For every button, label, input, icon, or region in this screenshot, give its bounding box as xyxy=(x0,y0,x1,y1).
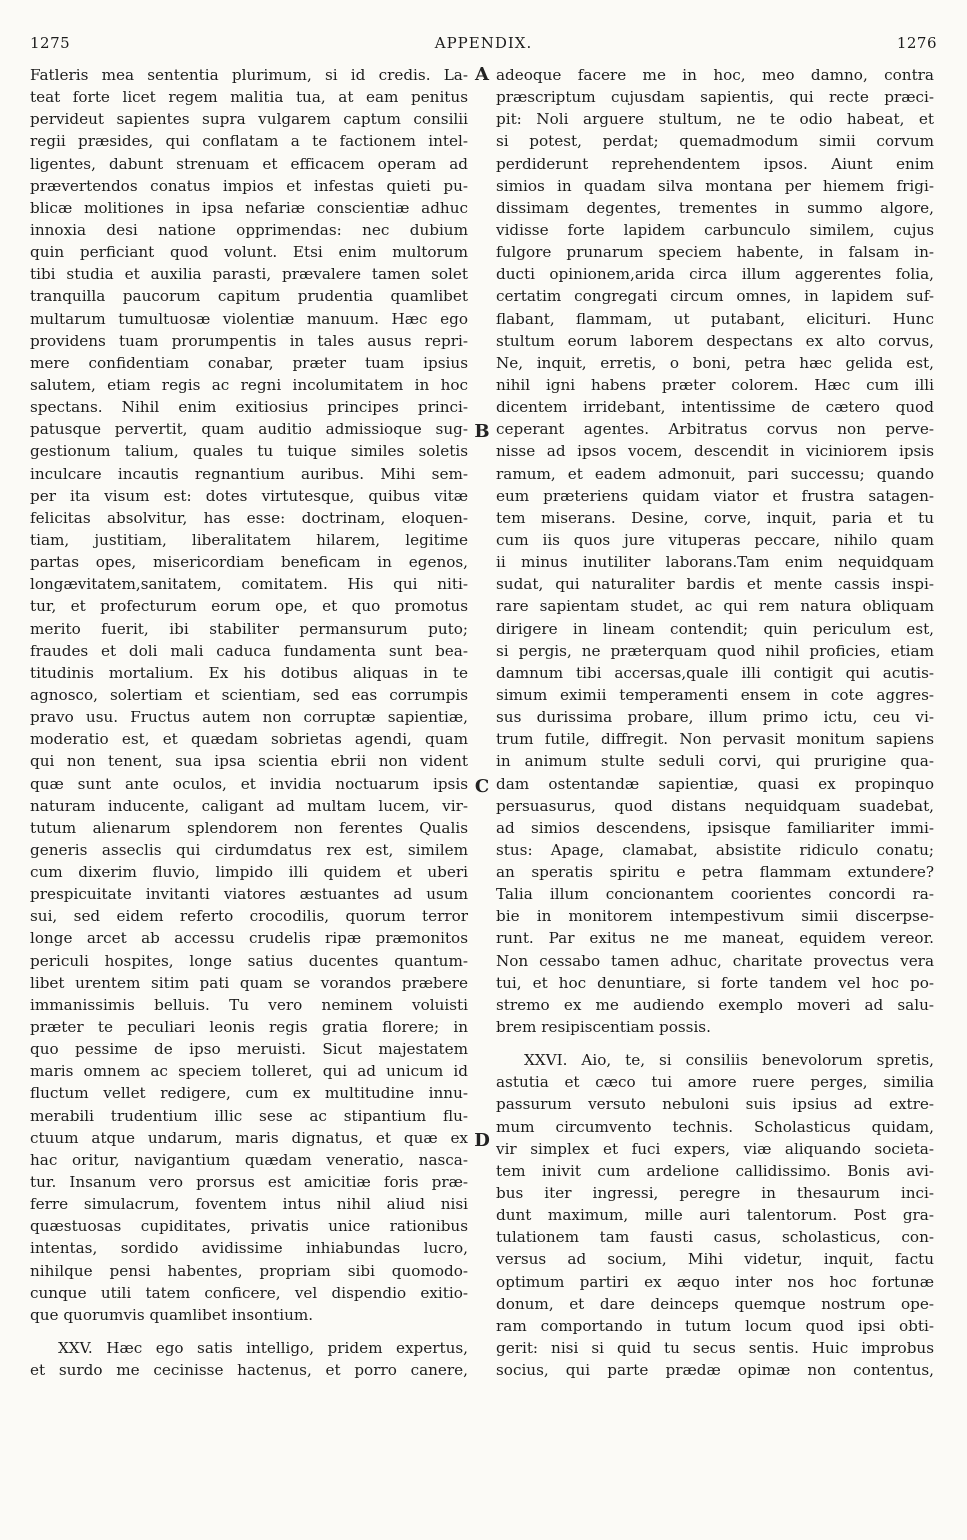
text-line: sudat, qui naturaliter bardis et mente cassis inspi- xyxy=(496,575,934,594)
text-line: naturam inducente, caligant ad multam lucem, vir- xyxy=(30,796,468,815)
text-line: et surdo me cecinisse hactenus, et porro canere, xyxy=(30,1361,468,1380)
text-line: gestionum talium, quales tu tuique similes soletis xyxy=(30,442,468,461)
text-line: damnum tibi accersas,quale illi contigit qui acutis- xyxy=(496,663,934,682)
running-header xyxy=(30,34,937,58)
text-line: tur, et profecturum eorum ope, et quo promotus xyxy=(30,597,468,616)
text-line: tui, et hoc denuntiare, si forte tandem vel hoc po- xyxy=(496,973,934,992)
text-line: ii minus inutiliter laborans.Tam enim nequidquam xyxy=(496,553,934,572)
text-line: longe arcet ab accessu crudelis ripæ præmonitos xyxy=(30,929,468,948)
text-line: per ita visum est: dotes virtutesque, quibus vitæ xyxy=(30,486,468,505)
text-line: brem resipiscentiam possis. xyxy=(496,1018,711,1037)
text-line: passurum versuto nebuloni suis ipsius ad extre- xyxy=(496,1095,934,1114)
text-line: ad simios descendens, ipsisque familiariter immi- xyxy=(496,818,934,837)
text-line: an speratis spiritu e petra flammam extundere? xyxy=(496,863,934,882)
text-line: hac oritur, navigantium quædam veneratio, nasca- xyxy=(30,1150,468,1169)
text-line: sui, sed eidem referto crocodilis, quorum terror xyxy=(30,907,468,926)
text-line: regii præsides, qui conflatam a te factionem intel- xyxy=(30,132,468,151)
text-line: præscriptum cujusdam sapientis, qui recte præci- xyxy=(496,88,934,107)
text-line: intentas, sordido avidissime inhiabundas lucro, xyxy=(30,1239,468,1258)
text-line: stremo ex me audiendo exemplo moveri ad salu- xyxy=(496,995,934,1014)
text-line: in animum stulte seduli corvi, qui prurigine qua- xyxy=(496,752,934,771)
text-line: fluctum vellet redigere, cum ex multitudine innu- xyxy=(30,1084,468,1103)
text-line: patusque pervertit, quam auditio admissioque sug- xyxy=(30,420,468,439)
text-line: innoxia desi natione opprimendas: nec dubium xyxy=(30,220,468,239)
running-title: APPENDIX. xyxy=(434,34,533,52)
text-line: qui non tenent, sua ipsa scientia ebrii non vident xyxy=(30,752,468,771)
text-line: mere confidentiam conabar, præter tuam ipsius xyxy=(30,353,468,372)
text-line: felicitas absolvitur, has esse: doctrinam, eloquen- xyxy=(30,508,468,527)
text-line: ducti opinionem,arida circa illum aggerentes folia, xyxy=(496,265,934,284)
text-line: ramum, et eadem admonuit, pari successu; quando xyxy=(496,464,934,483)
text-line: ctuum atque undarum, maris dignatus, et quæ ex xyxy=(30,1128,468,1147)
text-line: agnosco, solertiam et scientiam, sed eas corrumpis xyxy=(30,685,468,704)
text-line: pravo usu. Fructus autem non corruptæ sapientiæ, xyxy=(30,708,468,727)
text-line: maris omnem ac speciem tolleret, qui ad unicum id xyxy=(30,1062,468,1081)
text-line: eum præteriens quidam viator et frustra satagen- xyxy=(496,486,934,505)
text-line: tem miserans. Desine, corve, inquit, paria et tu xyxy=(496,508,934,527)
text-line: certatim congregati circum omnes, in lapidem suf- xyxy=(496,287,934,306)
text-line: dam ostentandæ sapientiæ, quasi ex propinquo xyxy=(496,774,934,793)
text-line: quæstuosas cupiditates, privatis unice rationibus xyxy=(30,1217,468,1236)
text-line: nihilque pensi habentes, propriam sibi quomodo- xyxy=(30,1261,468,1280)
text-line: merito fuerit, ibi stabiliter permansurum puto; xyxy=(30,619,468,638)
text-line: longævitatem,sanitatem, comitatem. His qui niti- xyxy=(30,575,468,594)
text-line: vir simplex et fuci expers, viæ aliquando societa- xyxy=(496,1139,934,1158)
text-line: donum, et dare deinceps quemque nostrum ope- xyxy=(496,1294,934,1313)
margin-marker-a: A xyxy=(475,64,489,85)
paragraph-gap xyxy=(30,1326,468,1337)
text-line: dicentem irridebant, intentissime de cætero quod xyxy=(496,398,934,417)
text-line: simum eximii temperamenti ensem in cote aggres- xyxy=(496,685,934,704)
text-line: simios in quadam silva montana per hiemem frigi- xyxy=(496,176,934,195)
text-line: cunque utili tatem conficere, vel dispendio exitio- xyxy=(30,1283,468,1302)
text-line: salutem, etiam regis ac regni incolumitatem in hoc xyxy=(30,375,468,394)
text-line: socius, qui parte prædæ opimæ non contentus, xyxy=(496,1361,934,1380)
text-line: stultum eorum laborem despectans ex alto corvus, xyxy=(496,331,934,350)
left-column xyxy=(30,64,468,1381)
text-line: optimum partiri ex æquo inter nos hoc fortunæ xyxy=(496,1272,934,1291)
text-line: ligentes, dabunt strenuam et efficacem operam ad xyxy=(30,154,468,173)
text-line: bus iter ingressi, peregre in thesaurum inci- xyxy=(496,1184,934,1203)
text-line: immanissimis belluis. Tu vero neminem voluisti xyxy=(30,995,468,1014)
margin-marker-b: B xyxy=(474,421,490,442)
text-line: spectans. Nihil enim exitiosius principes princi- xyxy=(30,398,468,417)
text-line: adeoque facere me in hoc, meo damno, contra xyxy=(496,66,934,84)
text-line: Non cessabo tamen adhuc, charitate provectus vera xyxy=(496,951,934,970)
text-line: pervideut sapientes supra vulgarem captum consilii xyxy=(30,110,468,129)
page-number-right: 1276 xyxy=(896,34,937,52)
text-line: tibi studia et auxilia parasti, prævalere tamen solet xyxy=(30,265,468,284)
text-line: gerit: nisi si quid tu secus sentis. Huic improbus xyxy=(496,1339,934,1358)
right-column xyxy=(496,64,934,1381)
text-line: rare sapientam studet, ac qui rem natura obliquam xyxy=(496,597,934,616)
text-line: runt. Par exitus ne me maneat, equidem vereor. xyxy=(496,929,934,948)
text-line: Fatleris mea sententia plurimum, si id credis. La- xyxy=(30,66,468,84)
text-line: trum futile, diffregit. Non pervasit monitum sapiens xyxy=(496,730,934,749)
text-line: Ne, inquit, erretis, o boni, petra hæc gelida est, xyxy=(496,353,934,372)
margin-marker-c: C xyxy=(474,776,490,797)
text-line: quo pessime de ipso meruisti. Sicut majestatem xyxy=(30,1040,468,1059)
text-line: bie in monitorem intempestivum simii discerpse- xyxy=(496,907,934,926)
text-line: si potest, perdat; quemadmodum simii corvum xyxy=(496,132,934,151)
text-line: persuasurus, quod distans nequidquam suadebat, xyxy=(496,796,934,815)
text-line: quin perficiant quod volunt. Etsi enim multorum xyxy=(30,243,468,262)
text-line: XXV. Hæc ego satis intelligo, pridem expertus, xyxy=(58,1339,468,1358)
text-line: dunt maximum, mille auri talentorum. Post gra- xyxy=(496,1206,934,1225)
text-line: blicæ molitiones in ipsa nefariæ conscientiæ adhuc xyxy=(30,198,468,217)
page-number-left: 1275 xyxy=(30,34,71,52)
text-line: sus durissima probare, illum primo ictu, ceu vi- xyxy=(496,708,934,727)
text-line: inculcare incautis regnantium auribus. Mihi sem- xyxy=(30,464,468,483)
text-line: quæ sunt ante oculos, et invidia noctuarum ipsis xyxy=(30,774,468,793)
text-line: ferre simulacrum, foventem intus nihil aliud nisi xyxy=(30,1195,468,1214)
text-line: tur. Insanum vero prorsus est amicitiæ foris præ- xyxy=(30,1173,468,1192)
text-line: prespicuitate invitanti viatores æstuantes ad usum xyxy=(30,885,468,904)
text-line: ram comportando in tutum locum quod ipsi obti- xyxy=(496,1316,934,1335)
text-line: prævertendos conatus impios et infestas quieti pu- xyxy=(30,176,468,195)
text-line: tutum alienarum splendorem non ferentes Qualis xyxy=(30,818,468,837)
text-line: si pergis, ne præterquam quod nihil proficies, etiam xyxy=(496,641,934,660)
text-line: pit: Noli arguere stultum, ne te odio habeat, et xyxy=(496,110,934,129)
text-line: periculi hospites, longe satius ducentes quantum- xyxy=(30,951,468,970)
text-line: ceperant agentes. Arbitratus corvus non perve- xyxy=(496,420,934,439)
text-line: que quorumvis quamlibet insontium. xyxy=(30,1305,314,1324)
text-line: generis asseclis qui cirdumdatus rex est, similem xyxy=(30,840,468,859)
text-line: tiam, justitiam, liberalitatem hilarem, legitime xyxy=(30,530,468,549)
text-line: cum iis quos jure vituperas peccare, nihilo quam xyxy=(496,530,934,549)
text-line: mum circumvento technis. Scholasticus quidam, xyxy=(496,1117,934,1136)
text-line: nihil igni habens præter colorem. Hæc cum illi xyxy=(496,375,934,394)
text-line: cum dixerim fluvio, limpido illi quidem et uberi xyxy=(30,863,468,882)
text-line: providens tuam prorumpentis in tales ausus repri- xyxy=(30,331,468,350)
paragraph-gap xyxy=(496,1038,934,1049)
text-line: XXVI. Aio, te, si consiliis benevolorum spretis, xyxy=(524,1051,934,1070)
text-line: moderatio est, et quædam sobrietas agendi, quam xyxy=(30,730,468,749)
text-line: vidisse forte lapidem carbunculo similem, cujus xyxy=(496,220,934,239)
text-line: astutia et cæco tui amore ruere perges, similia xyxy=(496,1073,934,1092)
text-line: libet urentem sitim pati quam se vorandos præbere xyxy=(30,973,468,992)
text-line: teat forte licet regem malitia tua, at eam penitus xyxy=(30,88,468,107)
text-line: partas opes, misericordiam beneficam in egenos, xyxy=(30,553,468,572)
text-line: Talia illum concionantem coorientes concordi ra- xyxy=(496,885,934,904)
text-line: dirigere in lineam contendit; quin periculum est, xyxy=(496,619,934,638)
text-line: flabant, flammam, ut putabant, eliciturі. Hunc xyxy=(496,309,934,328)
text-line: dissimam degentes, trementes in summo algore, xyxy=(496,198,934,217)
text-line: præter te peculiari leonis regis gratia florere; in xyxy=(30,1018,468,1037)
text-line: perdiderunt reprehendentem ipsos. Aiunt enim xyxy=(496,154,934,173)
text-line: multarum tumultuosæ violentiæ manuum. Hæc ego xyxy=(30,309,468,328)
text-line: tranquilla paucorum capitum prudentia quamlibet xyxy=(30,287,468,306)
text-line: versus ad socium, Mihi videtur, inquit, factu xyxy=(496,1250,934,1269)
text-line: nisse ad ipsos vocem, descendit in viciniorem ipsis xyxy=(496,442,934,461)
text-line: merabili trudentium illic sese ac stipantium flu- xyxy=(30,1106,468,1125)
text-line: tulationem tam fausti casus, scholasticus, con- xyxy=(496,1228,934,1247)
text-line: fraudes et doli mali caduca fundamenta sunt bea- xyxy=(30,641,468,660)
text-line: tem inivit cum ardelione callidissimo. Bonis avi- xyxy=(496,1161,934,1180)
text-line: titudinis mortalium. Ex his dotibus aliquas in te xyxy=(30,663,468,682)
text-line: fulgore prunarum speciem habente, in falsam in- xyxy=(496,243,934,262)
margin-marker-d: D xyxy=(474,1130,490,1151)
text-line: stus: Apage, clamabat, absistite ridiculo conatu; xyxy=(496,840,934,859)
